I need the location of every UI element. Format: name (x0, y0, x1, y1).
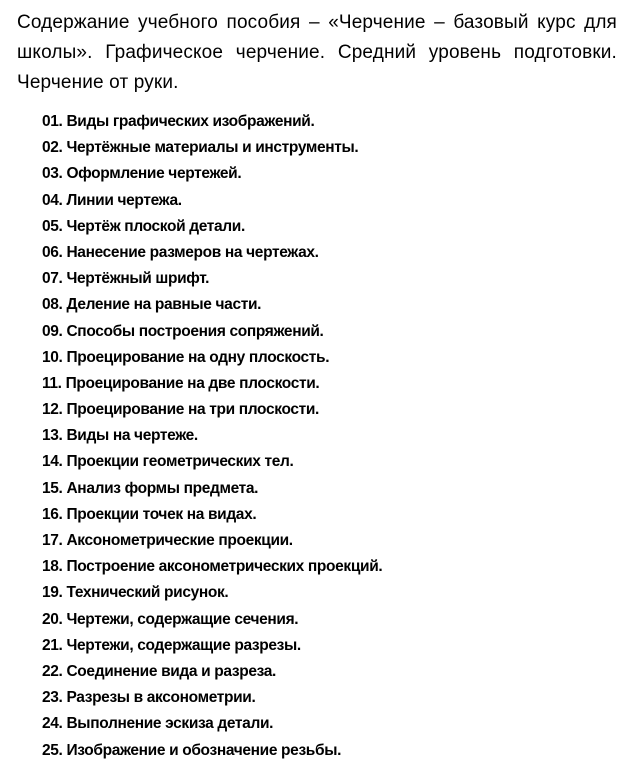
toc-item-number: 07. (42, 270, 63, 288)
toc-item-number: 16. (42, 505, 63, 523)
toc-item-number: 18. (42, 558, 63, 576)
toc-item (42, 633, 382, 659)
toc-item-number: 15. (42, 479, 63, 497)
toc-item (42, 423, 382, 449)
toc-item (42, 528, 382, 554)
toc-item-title: Виды графических изображений. (66, 113, 315, 130)
toc-item-title: Проецирование на две плоскости. (65, 374, 320, 392)
toc-item-title: Проецирование на одну плоскость. (66, 348, 330, 366)
toc-item (42, 659, 382, 685)
toc-item-number: 14. (42, 453, 63, 471)
toc-item-number: 11. (42, 374, 62, 392)
toc-item-title: Технический рисунок. (66, 584, 229, 602)
toc-item-number: 05. (42, 217, 63, 235)
toc-item (42, 214, 382, 240)
toc-item-number: 01. (42, 113, 63, 130)
toc-item-number: 08. (42, 296, 63, 314)
toc-item-title: Чертёжные материалы и инструменты. (66, 139, 359, 157)
toc-item-number: 13. (42, 427, 63, 445)
toc-item (42, 711, 382, 737)
toc-item (42, 449, 382, 475)
toc-item-title: Проекции точек на видах. (66, 505, 257, 523)
toc-item (42, 685, 382, 711)
toc-item-title: Чертежи, содержащие сечения. (66, 610, 299, 628)
toc-item-number: 10. (42, 348, 63, 366)
toc-item-number: 23. (42, 689, 63, 707)
toc-item (42, 476, 382, 502)
toc-item-title: Оформление чертежей. (66, 165, 242, 183)
toc-item-number: 24. (42, 715, 63, 733)
toc-item-number: 17. (42, 532, 63, 549)
toc-item-title: Аксонометрические проекции. (66, 532, 293, 549)
toc-item (42, 292, 382, 318)
toc-item-number: 12. (42, 401, 63, 419)
toc-item-title: Соединение вида и разреза. (66, 662, 276, 680)
toc-item (42, 188, 382, 214)
toc-item-title: Изображение и обозначение резьбы. (66, 741, 342, 759)
toc-item (42, 502, 382, 528)
toc-item (42, 738, 382, 764)
toc-item (42, 554, 382, 580)
toc-item-title: Нанесение размеров на чертежах. (66, 243, 319, 261)
toc-item-number: 04. (42, 191, 63, 209)
toc-item-title: Чертёжный шрифт. (66, 270, 210, 288)
toc-item-title: Построение аксонометрических проекций. (66, 558, 383, 576)
toc-item-number: 06. (42, 243, 63, 261)
toc-item-number: 22. (42, 662, 63, 680)
toc-item-number: 02. (42, 139, 63, 157)
toc-item-number: 19. (42, 584, 63, 602)
toc-item (42, 371, 382, 397)
toc-item (42, 161, 382, 187)
toc-item-title: Виды на чертеже. (66, 427, 198, 445)
toc-item-number: 09. (42, 322, 63, 340)
toc-item-title: Способы построения сопряжений. (66, 322, 324, 340)
toc-item-title: Проекции геометрических тел. (66, 453, 294, 471)
toc-item-title: Проецирование на три плоскости. (66, 401, 320, 419)
toc-item-number: 03. (42, 165, 63, 183)
toc-item-title: Чертёж плоской детали. (66, 217, 245, 235)
toc-item-number: 21. (42, 636, 63, 654)
toc-item (42, 607, 382, 633)
toc-item (42, 109, 382, 135)
toc-item-title: Чертежи, содержащие разрезы. (66, 636, 301, 654)
toc-item-number: 20. (42, 610, 63, 628)
intro-paragraph: Содержание учебного пособия – «Черчение – базовый курс для школы». Графическое черчение. Средний уровень подготовки. Черчение от руки. (17, 12, 617, 93)
toc-item-title: Линии чертежа. (66, 191, 182, 209)
toc-item (42, 580, 382, 606)
toc-item-title: Деление на равные части. (66, 296, 262, 314)
table-of-contents (42, 109, 382, 764)
toc-item (42, 397, 382, 423)
toc-item (42, 240, 382, 266)
toc-item (42, 345, 382, 371)
toc-item-title: Разрезы в аксонометрии. (66, 689, 256, 707)
toc-item (42, 319, 382, 345)
toc-item (42, 266, 382, 292)
toc-item-number: 25. (42, 741, 63, 759)
toc-item-title: Выполнение эскиза детали. (66, 715, 274, 733)
toc-item (42, 135, 382, 161)
toc-item-title: Анализ формы предмета. (66, 479, 259, 497)
